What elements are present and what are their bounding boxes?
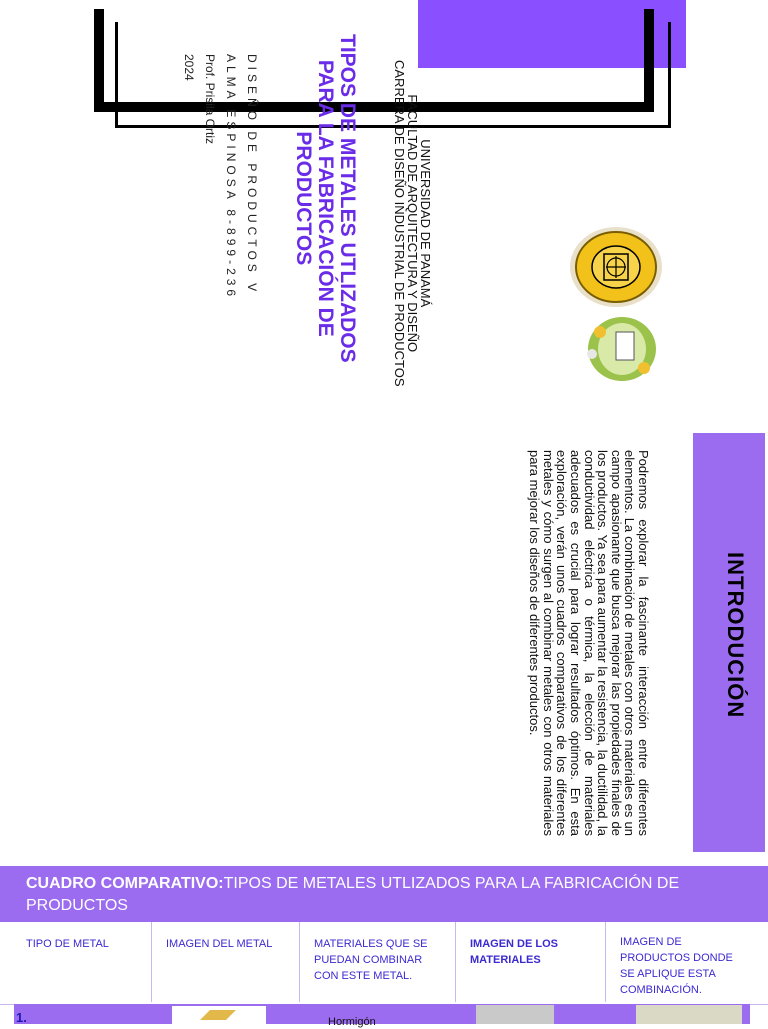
professor-name: Prof. Prisila Ortiz [203, 54, 217, 145]
student-name: ALMA ESPINOSA 8-899-236 [224, 54, 238, 301]
career-name: CARRERA DE DISEÑO INDUSTRIAL DE PRODUCTOS [392, 60, 407, 387]
table-heading-bold: CUADRO COMPARATIVO: [26, 875, 224, 892]
intro-paragraph: Podremos explorar la fascinante interacción entre diferentes elementos. La combinación de metales con otros materiales es un campo apasionante que busca mejorar las propiedades finales de los productos. Ya sea para aumentar la resistencia, la ductilidad, la conductividad eléctrica o térmica, la elección de materiales adecuados es crucial para lograr resultados óptimos. En esta exploración, verán unos cuadros comparativos de los diferentes metales y cómo surgen al combinar metales con otros materiales para mejorar los diseños de diferentes productos. [527, 450, 651, 836]
intro-heading: INTRODUCIÓN [723, 552, 748, 719]
title-line-2: PARA LA FABRICACIÓN DE [314, 59, 337, 337]
header-metal-image: IMAGEN DEL METAL [152, 922, 300, 1002]
university-seal-logo [568, 224, 664, 310]
material-image [476, 1005, 554, 1024]
header-materials-image: IMAGEN DE LOS MATERIALES [456, 922, 606, 1002]
faculty-seal-logo [578, 312, 662, 386]
row-number: 1. [16, 1010, 27, 1025]
title-line-3: PRODUCTOS [292, 131, 315, 266]
title-line-1: TIPOS DE METALES UTLIZADOS [336, 34, 359, 363]
university-name: UNIVERSIDAD DE PANAMÁ [418, 139, 433, 308]
table-heading [0, 866, 768, 922]
faculty-name: FACULTAD DE ARQUITECTURA Y DISEÑO [405, 94, 420, 353]
year: 2024 [182, 54, 196, 81]
cover-meta [178, 54, 262, 300]
university-block [393, 60, 432, 387]
material-name: Hormigón [328, 1016, 376, 1028]
metal-image [172, 1006, 266, 1024]
course-name: DISEÑO DE PRODUCTOS V [245, 54, 259, 296]
header-materials: MATERIALES QUE SE PUEDAN COMBINAR CON ESTE METAL. [300, 922, 456, 1002]
table-heading-rest: TIPOS DE METALES UTLIZADOS PARA LA FABRICACIÓN DE PRODUCTOS [26, 875, 680, 914]
product-image [636, 1005, 742, 1024]
cover-title [292, 34, 358, 363]
header-products-image: IMAGEN DE PRODUCTOS DONDE SE APLIQUE ESTA COMBINACIÓN. [620, 936, 733, 996]
header-metal-type: TIPO DE METAL [12, 922, 152, 1002]
